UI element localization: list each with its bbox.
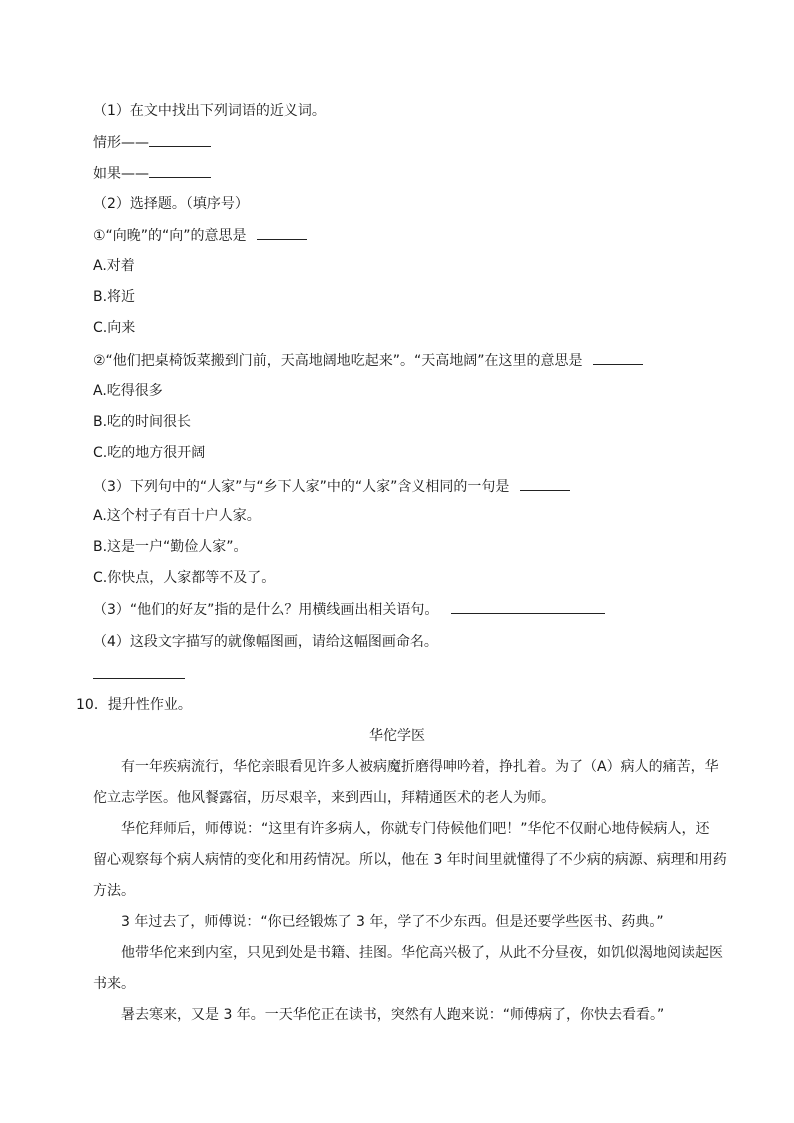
q9-1-item-a-label: 情形——: [93, 135, 149, 151]
q9-1-item-b: [93, 163, 211, 184]
answer-blank[interactable]: [149, 163, 211, 178]
option: B.吃的时间很长: [93, 414, 192, 430]
passage-line: 有一年疾病流行，华佗亲眼看见许多人被病魔折磨得呻吟着，挣扎着。为了（A）病人的痛苦，华: [121, 759, 719, 775]
passage-line: 留心观察每个病人病情的变化和用药情况。所以，他在 3 年时间里就懂得了不少病的病源、病理和用药: [93, 852, 727, 868]
option: C.向来: [93, 320, 136, 336]
q9-3-prompt: [93, 476, 570, 497]
q9-2-sub1-text: ①“向晚”的“向”的意思是: [93, 228, 247, 244]
passage-line: 佗立志学医。他风餐露宿，历尽艰辛，来到西山，拜精通医术的老人为师。: [93, 790, 555, 806]
passage-line: 书来。: [93, 976, 135, 992]
q10-heading: 10．提升性作业。: [76, 697, 192, 713]
q9-2-sub2-text: ②“他们把桌椅饭菜搬到门前，天高地阔地吃起来”。“天高地阔”在这里的意思是: [93, 353, 583, 369]
q9-4-prompt: （4）这段文字描写的就像幅图画，请给这幅图画命名。: [93, 634, 438, 650]
q9-2-sub2: [93, 350, 643, 371]
q9-1-item-a: [93, 132, 211, 153]
q9-3b-prompt-text: （3）“他们的好友”指的是什么？用横线画出相关语句。: [93, 602, 439, 618]
q9-4-answer-line: [93, 664, 185, 685]
option: B.这是一户“勤俭人家”。: [93, 539, 248, 555]
passage-line: 暑去寒来，又是 3 年。一天华佗正在读书，突然有人跑来说：“师傅病了，你快去看看。”: [121, 1007, 665, 1023]
option: C.你快点，人家都等不及了。: [93, 570, 276, 586]
q9-1-item-b-label: 如果——: [93, 166, 149, 182]
q9-2-prompt: （2）选择题。（填序号）: [93, 196, 249, 212]
passage-line: 他带华佗来到内室，只见到处是书籍、挂图。华佗高兴极了，从此不分昼夜，如饥似渴地阅读起医: [121, 945, 723, 961]
answer-blank[interactable]: [593, 350, 643, 365]
passage-line: 3 年过去了，师傅说：“你已经锻炼了 3 年，学了不少东西。但是还要学些医书、药典。”: [121, 914, 664, 930]
answer-blank[interactable]: [257, 225, 307, 240]
answer-blank[interactable]: [520, 476, 570, 491]
option: A.这个村子有百十户人家。: [93, 508, 261, 524]
option: A.对着: [93, 258, 135, 274]
option: A.吃得很多: [93, 383, 163, 399]
passage-title: 华佗学医: [369, 728, 425, 744]
answer-blank[interactable]: [93, 664, 185, 679]
answer-blank[interactable]: [451, 599, 605, 614]
option: B.将近: [93, 289, 136, 305]
q9-1-prompt: （1）在文中找出下列词语的近义词。: [93, 103, 326, 119]
q9-3-prompt-text: （3）下列句中的“人家”与“乡下人家”中的“人家”含义相同的一句是: [93, 479, 510, 495]
option: C.吃的地方很开阔: [93, 445, 206, 461]
passage-line: 方法。: [93, 883, 135, 899]
q9-2-sub1: [93, 225, 307, 246]
answer-blank[interactable]: [149, 132, 211, 147]
q9-3b-prompt: [93, 599, 605, 620]
passage-line: 华佗拜师后，师傅说：“这里有许多病人，你就专门侍候他们吧！”华佗不仅耐心地侍候病人，还: [121, 821, 710, 837]
